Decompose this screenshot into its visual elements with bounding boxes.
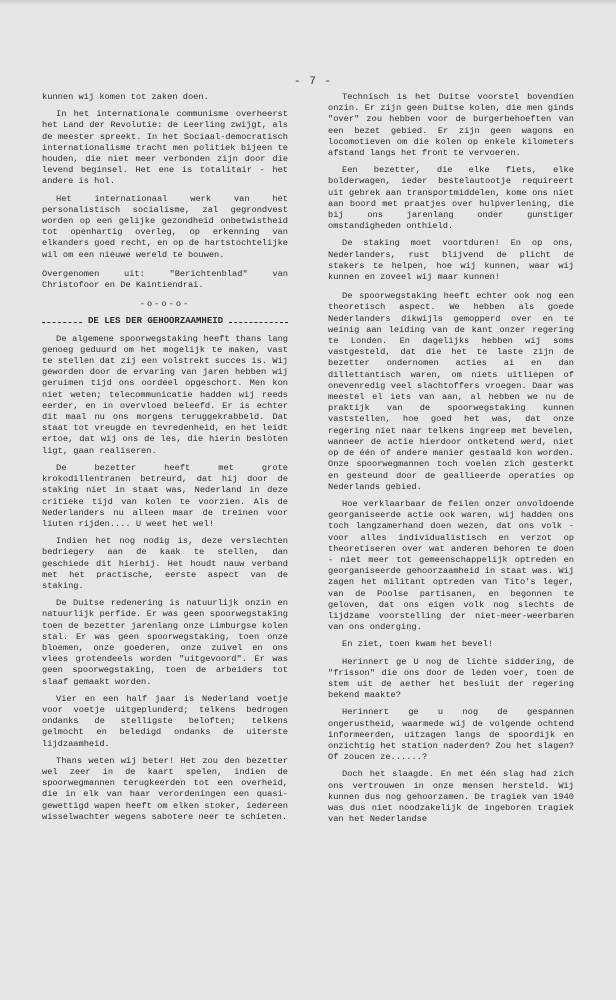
section-heading: DE LES DER GEHOORZAAMHEID bbox=[88, 316, 224, 327]
right-paragraph-2: Een bezetter, die elke fiets, elke bolderwagen, ieder bestelautootje requireert uit gebrek aan transportmiddelen, kome ons niet aan boord met praatjes over hulpverlening, die bij ons jarenlang onder gunstiger omstandigheden onthield. bbox=[328, 165, 574, 232]
page-top-shadow bbox=[0, 0, 616, 6]
left-paragraph-5: De bezetter heeft met grote krokodillentranen betreurd, dat hij door de staking niet in staat was, Nederland in deze critieke tijd van kolen te voorzien. Als de Nederlanders nu alleen maar de treinen voor liuten rijden.... U weet het wel! bbox=[42, 462, 288, 529]
section-divider: -o-o-o- bbox=[139, 299, 191, 310]
left-paragraph-7: De Duitse redenering is natuurlijk onzin en natuurlijk perfide. Er was geen spoorwegstaking toen de bezetter jarenlang onze Limburgse kolen stal. Er was geen spoorwegstaking, toen onze bloemen, onze goederen, onze zuivel en ons vlees grotendeels worden "uitgevoord". Er was geen spoorwegstaking, toen de arbeiders tot slaaf gemaakt worden. bbox=[42, 598, 288, 687]
heading-rule-left bbox=[42, 322, 82, 323]
right-paragraph-3: De staking moet voortduren! En op ons, Nederlanders, rust blijvend de plicht de stakers te helpen, hoe wij kunnen, waar wij kunnen en zoveel wij maar kunnen! bbox=[328, 238, 574, 283]
page-number: - 7 - bbox=[294, 76, 333, 88]
right-paragraph-1: Technisch is het Duitse voorstel bovendien onzin. Er zijn geen Duitse kolen, die men ginds "over" zou hebben voor de burgerbehoeften van een bezet gebied. Er zijn geen wagons en locomotieven om die kolen op enkele kilometers afstand langs het front te vervoeren. bbox=[328, 92, 574, 159]
section-heading-row bbox=[42, 316, 288, 327]
heading-rule-right bbox=[229, 322, 288, 323]
left-paragraph-4: De algemene spoorwegstaking heeft thans lang genoeg geduurd om het mogelijk te maken, vast te stellen dat zij een volstrekt succes is. Wij geworden door de ervaring van jaren hebben wij geruimen tijd ons oordeel opgeschort. Men kon niet weten; telecommunicatie hadden wij reeds eerder, en in overvloed beleefd. Er is echter dit maal nu ons morgens teruggekrabbeld. Dat staat tot vreugde en tevredenheid, en het leidt ertoe, dat wij ons de les, die hierin besloten ligt, gaan realiseren. bbox=[42, 333, 288, 456]
right-paragraph-5: Hoe verklaarbaar de feilen onzer onvoldoende georganiseerde actie ook waren, wij hadden ons toch langzamerhand doen wezen, dat ons volk - voor alles individualistisch en verzot op theoretiseren over wat anderen behoren te doen - niet meer tot gemeenschappelijk optreden en georganiseerde gehoorzaamheid in staat was. Wij zagen het militant optreden van Tito's leger, van de Poolse partisanen, en begonnen te geloven, dat ons eigen volk nog slechts de lijdzame voorstelling der niet-meer-weerbaren van ons onderging. bbox=[328, 498, 574, 633]
right-paragraph-6: En ziet, toen kwam het bevel! bbox=[342, 639, 494, 650]
left-paragraph-6: Indien het nog nodig is, deze verslechten bedriegery aan de kaak te stellen, dan geschiede dit hierbij. Het houdt nauw verband met het practische, eerste aspect van de staking. bbox=[42, 536, 288, 591]
left-paragraph-3: Het internationaal werk van het personalistisch socialisme, zal gegrondvest worden op een gelijke gezondheid onbetwistheid tot openhartig overleg, op erkenning van elkanders goed recht, en op de hartstochtelijke wil om een nieuwe wereld te bouwen. bbox=[42, 193, 288, 260]
right-paragraph-4: De spoorwegstaking heeft echter ook nog een theoretisch aspect. We hebben als goede Nederlanders dikwijls gemopperd over en te weinig aan leiding van de kant onzer regering te Londen. En dagelijks hebben wij soms vastgesteld, dat die het te laste zijn de bezetter ondernomen acties ai en dan dillettantisch waren, om niets uitliepen of onevenredig veel slachtoffers vroegen. Daar was meestel el iets van aan, al hebben we nu de praktijk van de spoorwegstaking kunnen vaststellen, hoe goed het was, dat onze regering niet naar telkens ingreep met bevelen, wanneer de actie hierdoor ontketend werd, niet op de één of andere manier gestaald kon worden. Onze spoorwegmannen toch voelen zich gesterkt en gesteund door de geallieerde operaties op Nederlands gebied. bbox=[328, 291, 574, 492]
left-paragraph-9: Thans weten wij beter! Het zou den bezetter wel zeer in de kaart spelen, indien de spoorwegmannen terugkeerden tot een overheid, die in elk van haar verordeningen een quasi-gewettigd wapen heeft om elken stoker, iedereen wisselwachter wegens sabotere neer te schieten. bbox=[42, 755, 288, 822]
left-column bbox=[42, 92, 288, 829]
right-column bbox=[328, 92, 574, 831]
right-paragraph-7: Herinnert ge U nog de lichte siddering, de "frisson" die ons door de leden voer, toen de stem uit de aether het besluit der regering bekend maakte? bbox=[328, 656, 574, 701]
left-paragraph-1: kunnen wij komen tot zaken doen. bbox=[42, 92, 209, 102]
left-paragraph-8: Vier en een half jaar is Nederland voetje voor voetje uitgeplunderd; telkens bedrogen ondanks de stelligste beloften; telkens gelmocht en beledigd ondanks de uiterste lijdzaamheid. bbox=[42, 693, 288, 749]
left-paragraph-2: In het internationale communisme overheerst het Land der Revolutie: de Leerling zwijgt, als de meester spreekt. In het Sociaal-democratisch internationalisme tracht men politiek bijeen te houden, die niet meer verbonden zijn door die levend beginsel. Het ene is totalitair - het andere is hol. bbox=[42, 109, 288, 187]
right-paragraph-8: Herinnert ge u nog de gespannen ongerustheid, waarmede wij de volgende ochtend informeerden, uitzagen langs de spoordijk en onzichtig het station naderden? Zou het slagen? Of zoucen ze......? bbox=[328, 707, 574, 763]
source-note: Overgenomen uit: "Berichtenblad" van Christofoor en De Kaintiendrai. bbox=[42, 268, 288, 291]
right-paragraph-9: Doch het slaagde. En met één slag had zich ons vertrouwen in onze mensen hersteld. Wij kunnen dus nog gehoorzamen. De tragiek van 1940 was dus niet noodzakelijk de ingeboren tragiek van het Nederlandse bbox=[328, 769, 574, 825]
